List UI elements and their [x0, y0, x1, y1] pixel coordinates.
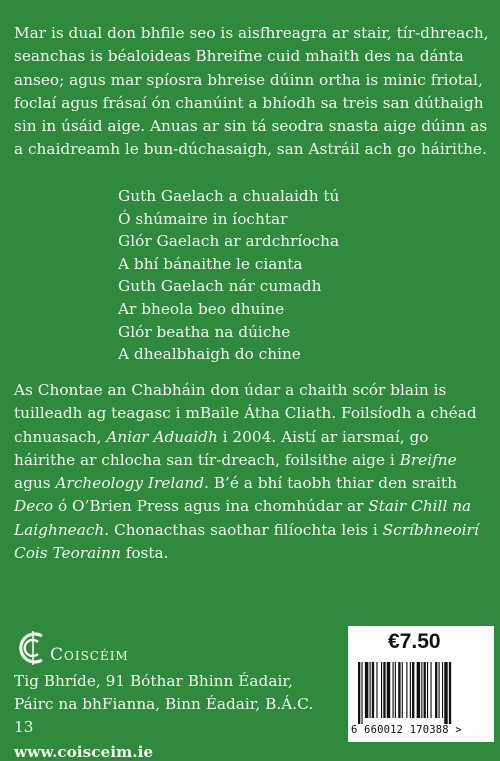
barcode-bar — [410, 662, 411, 718]
barcode-bar — [439, 662, 440, 718]
bio-text: . Chonacthas saothar filíochta leis i — [104, 520, 383, 539]
barcode-bar — [387, 662, 390, 718]
barcode-label — [348, 626, 494, 742]
poem-line: Guth Gaelach a chualaidh tú — [118, 187, 340, 205]
bio-text: fosta. — [120, 544, 169, 563]
poem-line: Ó shúmaire in íochtar — [118, 209, 288, 228]
anthology-title: Scríbhneoirí Cois Teorainn — [14, 520, 479, 563]
poem-line: Guth Gaelach nár cumadh — [118, 277, 322, 296]
barcode-digits: 6 660012 170388 > — [351, 724, 462, 736]
bio-text: As Chontae an Chabháin don údar a chaith scór blain is tuilleadh ag teagasc i mBaile Átha Cliath. Foilsíodh a chéad chnuasach, — [14, 381, 477, 446]
series-title: Deco — [14, 497, 54, 516]
barcode-bar — [370, 662, 371, 718]
barcode-bar — [365, 662, 368, 718]
book-title: Stair Chill na Laighneach — [14, 497, 472, 539]
poem-line: Glór beatha na dúiche — [118, 322, 291, 341]
barcode-bar — [417, 662, 420, 718]
barcode-bar — [402, 662, 403, 718]
barcode-bar — [398, 662, 400, 718]
barcode-bar — [449, 662, 451, 724]
barcode-bar — [421, 662, 422, 718]
address-line: Tig Bhríde, 91 Bóthar Bhinn Éadair, — [14, 672, 293, 690]
barcode-bar — [383, 662, 385, 718]
barcode-bar — [406, 662, 407, 718]
barcode-bar — [372, 662, 374, 718]
publisher-name: Coiscéim — [50, 645, 129, 665]
publisher-website-link[interactable]: www.coisceim.ie — [14, 743, 154, 761]
poem-line: A dhealbhaigh do chine — [118, 345, 301, 364]
barcode-bar — [395, 662, 396, 718]
poem-line: Ar bheola beo dhuine — [118, 299, 285, 318]
barcode-bar — [424, 662, 426, 718]
barcode-icon — [358, 662, 484, 724]
book-title: Aniar Aduaidh — [106, 427, 218, 446]
poem-line: A bhí bánaithe le cianta — [118, 254, 303, 273]
barcode-bar — [427, 662, 428, 718]
blurb-paragraph: Mar is dual don bhfile seo is aisfhreagra ar stair, tír-dhreach, seanchas is béaloideas Bhreifne cuid mhaith des na dánta anseo; agus mar spíosra bhreise dúinn ortha is minic friotal, foclaí agus frásaí ón chanúint a bhíodh sa treis san dúthaigh sin in úsáid aige. Anuas ar sin tá seodra snasta aige dúinn as a chaidreamh le bun-dúchasaigh, san Astráil ach go háirithe. — [14, 24, 489, 159]
barcode-bar — [358, 662, 360, 724]
barcode-bar — [435, 662, 437, 718]
barcode-bar — [412, 662, 414, 718]
bio-text: agus — [14, 474, 56, 493]
barcode-bar — [381, 662, 382, 718]
barcode-bar — [361, 662, 362, 724]
journal-title: Breifne — [399, 450, 457, 469]
poem-excerpt — [118, 185, 478, 366]
publisher-logo — [14, 628, 334, 668]
bio-text: i 2004. Aistí ar iarsmaí, go háirithe ar chlocha san tír-dreach, foilsithe aige i — [14, 427, 429, 469]
poem-line: Glór Gaelach ar ardchríocha — [118, 232, 340, 251]
price-tag: €7.50 — [388, 630, 441, 653]
journal-title: Archeology Ireland — [55, 474, 204, 493]
barcode-bar — [430, 662, 431, 718]
bio-text: ó O’Brien Press agus ina chomhúdar ar — [53, 497, 369, 516]
publisher-address — [14, 670, 334, 739]
bio-text: . B’é a bhí taobh thiar den sraith — [204, 474, 458, 493]
barcode-bar — [376, 662, 377, 718]
coisceim-logo-icon — [14, 628, 52, 668]
author-bio — [14, 379, 490, 565]
barcode-bar — [442, 662, 443, 718]
barcode-bar — [393, 662, 394, 718]
address-line: Páirc na bhFianna, Binn Éadair, B.Á.C. 13 — [14, 695, 314, 736]
publisher-block — [14, 628, 334, 761]
barcode-bar — [444, 662, 447, 724]
